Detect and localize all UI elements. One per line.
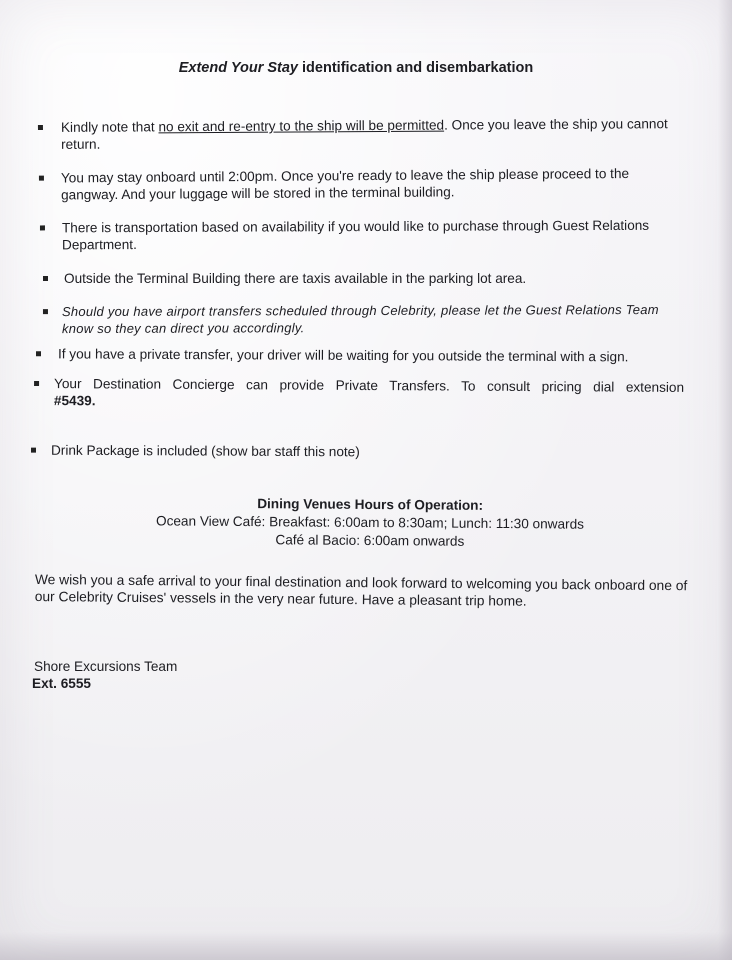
title-italic-part: Extend Your Stay [178,60,298,76]
paper-bottom-shadow [0,932,732,960]
bullet-airport-transfers [62,301,684,337]
bullet-text: Should you have airport transfers scheduled through Celebrity, please let the Guest Relations Team know so they can direct you accordingly. [61,302,659,337]
bullet-text: If you have a private transfer, your driver will be waiting for you outside the terminal with a sign. [57,346,629,365]
extension-number: #5439. [53,393,96,409]
bullet-marker [38,125,43,130]
bullet-marker [39,176,44,181]
bullet-transportation [62,217,684,254]
dining-line-ocean-view: Ocean View Café: Breakfast: 6:00am to 8:30am; Lunch: 11:30 onwards [155,513,585,532]
bullet-marker [43,276,48,281]
title-rest: identification and disembarkation [298,60,534,76]
bullet-no-reentry [61,115,686,153]
bullet-marker [31,448,36,453]
signature-team: Shore Excursions Team [34,659,178,674]
bullet-marker [43,309,48,314]
dining-heading: Dining Venues Hours of Operation: [257,496,484,513]
bullet-text: You may stay onboard until 2:00pm. Once you're ready to leave the ship please proceed to the gangway. And your luggage will be stored in the terminal building. [60,165,630,203]
bullet-text: There is transportation based on availability if you would like to purchase through Guest Relations Department. [61,217,650,253]
bullet-text: Kindly note that no exit and re-entry to the ship will be permitted. Once you leave the ship you cannot return. [60,116,668,152]
document-title [0,60,712,76]
closing-paragraph: We wish you a safe arrival to your final destination and look forward to welcoming you back onboard one of our Celebrity Cruises' vessels in the very near future. Have a pleasant trip home. [34,571,688,609]
bullet-private-transfer [58,345,684,365]
bullet-taxis [64,270,684,287]
bullet-stay-onboard [61,165,686,204]
dining-hours [100,494,640,552]
underlined-warning: no exit and re-entry to the ship will be permitted [158,117,445,135]
dining-line-cafe-al-bacio: Café al Bacio: 6:00am onwards [275,532,465,549]
bullet-marker [36,351,41,356]
bullet-text: Your Destination Concierge can provide Private Transfers. To consult pricing dial extension #5439. [53,376,685,409]
bullet-destination-concierge [54,375,684,413]
bullet-marker [34,381,39,386]
signature-extension: Ext. 6555 [32,676,91,691]
bullet-text: Drink Package is included (show bar staff this note) [50,442,360,460]
bullet-drink-package [51,442,551,462]
bullet-text: Outside the Terminal Building there are taxis available in the parking lot area. [64,271,527,286]
bullet-marker [40,225,45,230]
paper-edge-shadow [718,0,732,960]
